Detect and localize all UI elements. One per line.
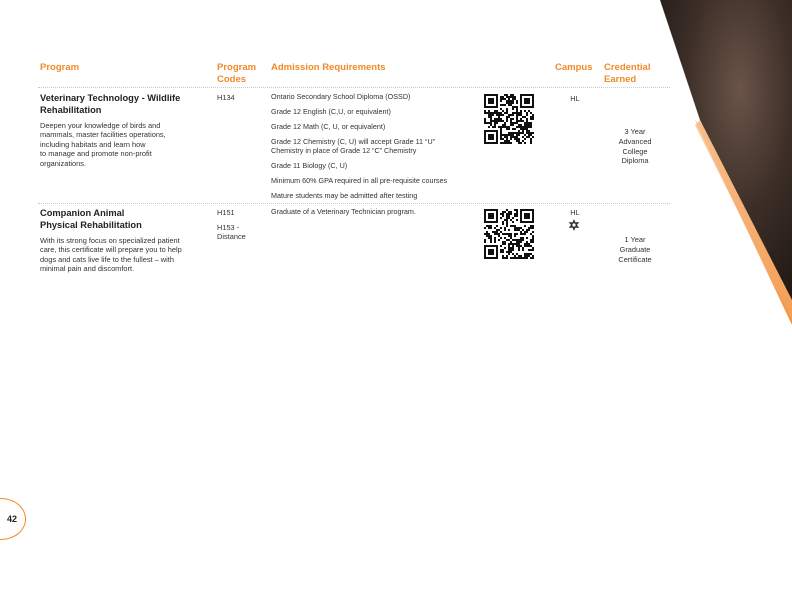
credential-line: Diploma — [621, 156, 649, 166]
requirement: Grade 12 Chemistry (C, U) will accept Grade 11 “U” — [271, 137, 436, 146]
requirement: Mature students may be admitted after testing — [271, 191, 418, 200]
campus-code: HL — [570, 94, 580, 103]
credential-line: Advanced — [618, 136, 652, 146]
program-code: H151 — [217, 208, 235, 217]
description-line: minimal pain and discomfort. — [40, 264, 135, 274]
requirement: Chemistry in place of Grade 12 “C” Chemistry — [271, 146, 417, 155]
program-title-line2: Rehabilitation — [40, 104, 102, 115]
program-title-line2: Physical Rehabilitation — [40, 219, 142, 230]
header-campus: Campus — [555, 62, 593, 73]
description-line: mammals, master facilities operations, — [40, 130, 166, 140]
requirement: Grade 12 English (C,U, or equivalent) — [271, 107, 391, 116]
credential-line: 3 Year — [624, 127, 646, 136]
description-line: to manage and promote non-profit — [40, 149, 152, 159]
header-credential-earned — [604, 62, 650, 85]
header-credential-line2: Earned — [604, 73, 637, 85]
description-line: including habitats and learn how — [40, 139, 146, 149]
program-description — [40, 236, 200, 274]
qr-code-icon[interactable] — [484, 209, 534, 259]
credential — [604, 235, 666, 264]
header-divider — [38, 87, 670, 88]
requirement: Ontario Secondary School Diploma (OSSD) — [271, 92, 411, 101]
program-description — [40, 121, 200, 168]
header-credential-line1: Credential — [604, 62, 651, 73]
requirement: Grade 11 Biology (C, U) — [271, 161, 348, 170]
description-line: dogs and cats live life to the fullest – with — [40, 254, 174, 264]
header-admission-requirements: Admission Requirements — [271, 62, 386, 73]
row-divider — [38, 203, 670, 204]
campus-code: HL — [570, 208, 580, 217]
requirement: Grade 12 Math (C, U, or equivalent) — [271, 122, 386, 131]
program-title — [40, 93, 220, 116]
program-code: Distance — [217, 232, 246, 241]
description-line: Deepen your knowledge of birds and — [40, 121, 161, 130]
program-code: H134 — [217, 93, 235, 102]
credential-line: 1 Year — [624, 235, 646, 244]
description-line: care, this certificate will prepare you to help — [40, 245, 182, 255]
page-number-badge — [0, 498, 26, 540]
header-codes-line2: Codes — [217, 73, 247, 85]
program-code: H153 - — [217, 223, 240, 232]
description-line: With its strong focus on specialized patient — [40, 236, 180, 245]
credential-line: College — [622, 146, 648, 156]
program-title — [40, 208, 220, 231]
program-title-line1: Companion Animal — [40, 208, 125, 218]
header-codes-line1: Program — [217, 62, 257, 73]
credential-line: Certificate — [618, 254, 652, 264]
page-number: 42 — [7, 514, 18, 524]
header-program: Program — [40, 62, 80, 73]
requirement: Graduate of a Veterinary Technician program. — [271, 207, 416, 216]
header-program-codes — [217, 62, 256, 85]
program-title-line1: Veterinary Technology - Wildlife — [40, 93, 181, 103]
credential-line: Graduate — [619, 244, 651, 254]
qr-code-icon[interactable] — [484, 94, 534, 144]
credential — [604, 127, 666, 166]
requirement: Minimum 60% GPA required in all pre-requisite courses — [271, 176, 448, 185]
description-line: organizations. — [40, 158, 87, 168]
star-icon — [568, 219, 580, 231]
